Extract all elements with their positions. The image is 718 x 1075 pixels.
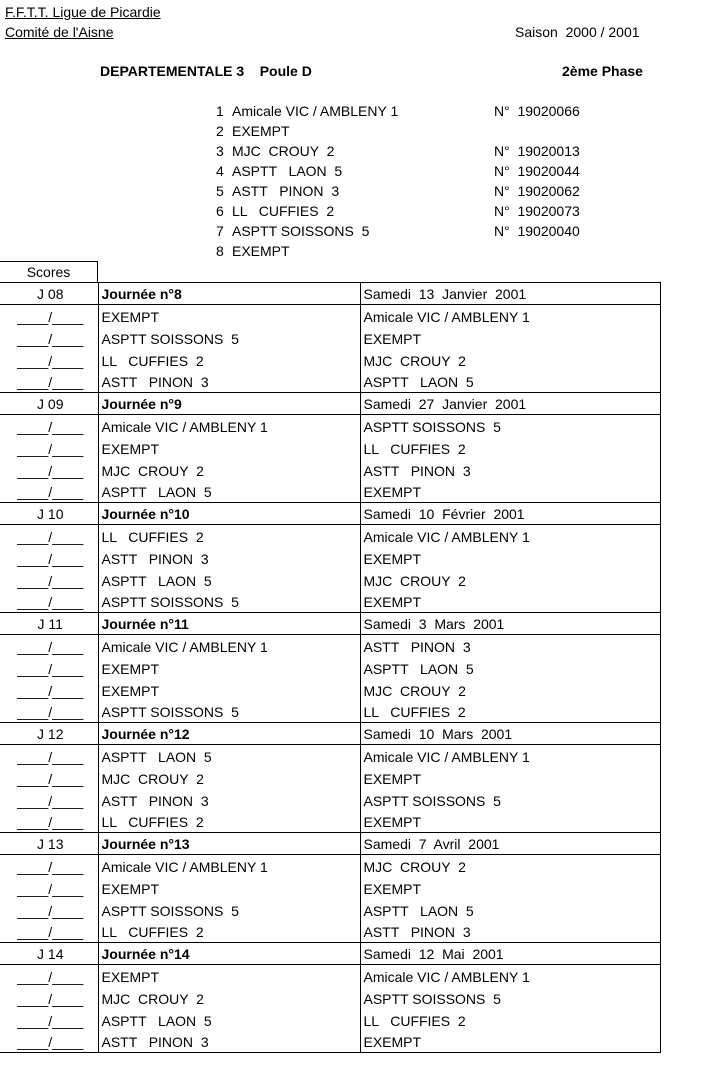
team-number: 2 [216, 123, 224, 139]
home-team: ASPTT SOISSONS 5 [98, 327, 360, 349]
away-team: ASPTT LAON 5 [360, 371, 660, 393]
away-team: ASTT PINON 3 [360, 635, 660, 657]
score-field[interactable]: ____/____ [0, 899, 98, 921]
match-row [0, 767, 660, 789]
team-list-item [216, 122, 616, 142]
away-team: EXEMPT [360, 327, 660, 349]
team-list [216, 102, 616, 262]
journee-code: J 10 [0, 503, 98, 525]
home-team: ASPTT SOISSONS 5 [98, 899, 360, 921]
team-name: MJC CROUY 2 [232, 143, 335, 159]
team-list-item [216, 102, 616, 122]
away-team: EXEMPT [360, 591, 660, 613]
home-team: ASPTT LAON 5 [98, 745, 360, 767]
home-team: EXEMPT [98, 679, 360, 701]
home-team: MJC CROUY 2 [98, 767, 360, 789]
score-field[interactable]: ____/____ [0, 327, 98, 349]
home-team: ASTT PINON 3 [98, 789, 360, 811]
match-row [0, 679, 660, 701]
team-list-item [216, 182, 616, 202]
journee-title: Journée n°11 [98, 613, 360, 635]
match-row [0, 349, 660, 371]
journee-code: J 13 [0, 833, 98, 855]
score-field[interactable]: ____/____ [0, 877, 98, 899]
team-number: 7 [216, 223, 224, 239]
journee-code: J 11 [0, 613, 98, 635]
journee-date: Samedi 13 Janvier 2001 [360, 283, 660, 305]
home-team: ASPTT SOISSONS 5 [98, 701, 360, 723]
score-field[interactable]: ____/____ [0, 701, 98, 723]
journee-header-row [0, 613, 660, 635]
team-number: 3 [216, 143, 224, 159]
team-name: ASTT PINON 3 [232, 183, 340, 199]
score-field[interactable]: ____/____ [0, 789, 98, 811]
match-row [0, 811, 660, 833]
match-row [0, 701, 660, 723]
journee-title: Journée n°9 [98, 393, 360, 415]
score-field[interactable]: ____/____ [0, 349, 98, 371]
match-row [0, 789, 660, 811]
match-row [0, 591, 660, 613]
journee-title: Journée n°12 [98, 723, 360, 745]
journee-date: Samedi 10 Février 2001 [360, 503, 660, 525]
score-field[interactable]: ____/____ [0, 767, 98, 789]
score-field[interactable]: ____/____ [0, 437, 98, 459]
journee-header-row [0, 943, 660, 965]
score-field[interactable]: ____/____ [0, 635, 98, 657]
home-team: LL CUFFIES 2 [98, 525, 360, 547]
score-field[interactable]: ____/____ [0, 591, 98, 613]
journee-code: J 12 [0, 723, 98, 745]
match-row [0, 657, 660, 679]
home-team: ASPTT LAON 5 [98, 569, 360, 591]
home-team: ASTT PINON 3 [98, 1031, 360, 1053]
journee-header-row [0, 503, 660, 525]
federation-title: F.F.T.T. Ligue de Picardie [5, 4, 161, 20]
away-team: ASTT PINON 3 [360, 921, 660, 943]
journee-title: Journée n°14 [98, 943, 360, 965]
away-team: MJC CROUY 2 [360, 679, 660, 701]
journee-code: J 08 [0, 283, 98, 305]
team-registration-number: N° 19020062 [494, 183, 580, 199]
team-name: ASPTT SOISSONS 5 [232, 223, 370, 239]
match-row [0, 635, 660, 657]
home-team: EXEMPT [98, 877, 360, 899]
away-team: ASPTT LAON 5 [360, 899, 660, 921]
score-field[interactable]: ____/____ [0, 481, 98, 503]
away-team: EXEMPT [360, 767, 660, 789]
match-row [0, 899, 660, 921]
home-team: Amicale VIC / AMBLENY 1 [98, 635, 360, 657]
home-team: EXEMPT [98, 305, 360, 327]
home-team: ASTT PINON 3 [98, 371, 360, 393]
home-team: MJC CROUY 2 [98, 459, 360, 481]
home-team: ASPTT LAON 5 [98, 481, 360, 503]
away-team: LL CUFFIES 2 [360, 1009, 660, 1031]
away-team: ASPTT SOISSONS 5 [360, 987, 660, 1009]
match-row [0, 415, 660, 437]
home-team: LL CUFFIES 2 [98, 349, 360, 371]
home-team: LL CUFFIES 2 [98, 811, 360, 833]
score-field[interactable]: ____/____ [0, 547, 98, 569]
journee-date: Samedi 7 Avril 2001 [360, 833, 660, 855]
away-team: ASPTT LAON 5 [360, 657, 660, 679]
home-team: LL CUFFIES 2 [98, 921, 360, 943]
score-field[interactable]: ____/____ [0, 657, 98, 679]
score-field[interactable]: ____/____ [0, 525, 98, 547]
journee-date: Samedi 27 Janvier 2001 [360, 393, 660, 415]
team-list-item [216, 242, 616, 262]
score-field[interactable]: ____/____ [0, 855, 98, 877]
home-team: Amicale VIC / AMBLENY 1 [98, 855, 360, 877]
score-field[interactable]: ____/____ [0, 679, 98, 701]
away-team: Amicale VIC / AMBLENY 1 [360, 745, 660, 767]
journee-header-row [0, 393, 660, 415]
season-label: Saison 2000 / 2001 [515, 24, 640, 40]
team-number: 4 [216, 163, 224, 179]
journee-header-row [0, 833, 660, 855]
team-number: 5 [216, 183, 224, 199]
team-name: Amicale VIC / AMBLENY 1 [232, 103, 399, 119]
away-team: EXEMPT [360, 811, 660, 833]
journee-code: J 09 [0, 393, 98, 415]
away-team: Amicale VIC / AMBLENY 1 [360, 965, 660, 987]
team-list-item [216, 142, 616, 162]
team-number: 6 [216, 203, 224, 219]
schedule-table [0, 282, 661, 1053]
score-field[interactable]: ____/____ [0, 371, 98, 393]
team-number: 8 [216, 243, 224, 259]
score-field[interactable]: ____/____ [0, 745, 98, 767]
away-team: ASTT PINON 3 [360, 459, 660, 481]
home-team: EXEMPT [98, 965, 360, 987]
journee-code: J 14 [0, 943, 98, 965]
away-team: EXEMPT [360, 877, 660, 899]
match-row [0, 481, 660, 503]
team-list-item [216, 162, 616, 182]
match-row [0, 745, 660, 767]
journee-title: Journée n°8 [98, 283, 360, 305]
journee-date: Samedi 3 Mars 2001 [360, 613, 660, 635]
away-team: Amicale VIC / AMBLENY 1 [360, 525, 660, 547]
phase-label: 2ème Phase [562, 63, 643, 79]
away-team: LL CUFFIES 2 [360, 437, 660, 459]
team-registration-number: N° 19020044 [494, 163, 580, 179]
journee-date: Samedi 10 Mars 2001 [360, 723, 660, 745]
match-row [0, 459, 660, 481]
home-team: Amicale VIC / AMBLENY 1 [98, 415, 360, 437]
away-team: MJC CROUY 2 [360, 855, 660, 877]
journee-header-row [0, 283, 660, 305]
team-name: LL CUFFIES 2 [232, 203, 335, 219]
team-list-item [216, 222, 616, 242]
away-team: EXEMPT [360, 547, 660, 569]
match-row [0, 987, 660, 1009]
team-registration-number: N° 19020013 [494, 143, 580, 159]
score-field[interactable]: ____/____ [0, 987, 98, 1009]
score-field[interactable]: ____/____ [0, 569, 98, 591]
away-team: ASPTT SOISSONS 5 [360, 789, 660, 811]
team-name: EXEMPT [232, 123, 290, 139]
team-name: ASPTT LAON 5 [232, 163, 343, 179]
score-field[interactable]: ____/____ [0, 415, 98, 437]
home-team: ASPTT SOISSONS 5 [98, 591, 360, 613]
home-team: ASTT PINON 3 [98, 547, 360, 569]
team-registration-number: N° 19020073 [494, 203, 580, 219]
match-row [0, 327, 660, 349]
home-team: EXEMPT [98, 437, 360, 459]
journee-header-row [0, 723, 660, 745]
division-title: DEPARTEMENTALE 3 Poule D [100, 63, 312, 79]
match-row [0, 1031, 660, 1053]
home-team: ASPTT LAON 5 [98, 1009, 360, 1031]
team-registration-number: N° 19020040 [494, 223, 580, 239]
team-registration-number: N° 19020066 [494, 103, 580, 119]
match-row [0, 305, 660, 327]
scores-header: Scores [0, 261, 98, 282]
away-team: EXEMPT [360, 481, 660, 503]
score-field[interactable]: ____/____ [0, 1031, 98, 1053]
home-team: MJC CROUY 2 [98, 987, 360, 1009]
away-team: EXEMPT [360, 1031, 660, 1053]
match-row [0, 965, 660, 987]
match-row [0, 921, 660, 943]
match-row [0, 855, 660, 877]
journee-title: Journée n°13 [98, 833, 360, 855]
score-field[interactable]: ____/____ [0, 1009, 98, 1031]
match-row [0, 371, 660, 393]
score-field[interactable]: ____/____ [0, 965, 98, 987]
score-field[interactable]: ____/____ [0, 459, 98, 481]
committee-title: Comité de l'Aisne [5, 24, 114, 40]
away-team: LL CUFFIES 2 [360, 701, 660, 723]
score-field[interactable]: ____/____ [0, 921, 98, 943]
team-name: EXEMPT [232, 243, 290, 259]
match-row [0, 877, 660, 899]
match-row [0, 525, 660, 547]
score-field[interactable]: ____/____ [0, 811, 98, 833]
away-team: Amicale VIC / AMBLENY 1 [360, 305, 660, 327]
match-row [0, 437, 660, 459]
team-number: 1 [216, 103, 224, 119]
away-team: MJC CROUY 2 [360, 349, 660, 371]
team-list-item [216, 202, 616, 222]
score-field[interactable]: ____/____ [0, 305, 98, 327]
match-row [0, 569, 660, 591]
journee-date: Samedi 12 Mai 2001 [360, 943, 660, 965]
away-team: ASPTT SOISSONS 5 [360, 415, 660, 437]
journee-title: Journée n°10 [98, 503, 360, 525]
match-row [0, 1009, 660, 1031]
home-team: EXEMPT [98, 657, 360, 679]
away-team: MJC CROUY 2 [360, 569, 660, 591]
match-row [0, 547, 660, 569]
